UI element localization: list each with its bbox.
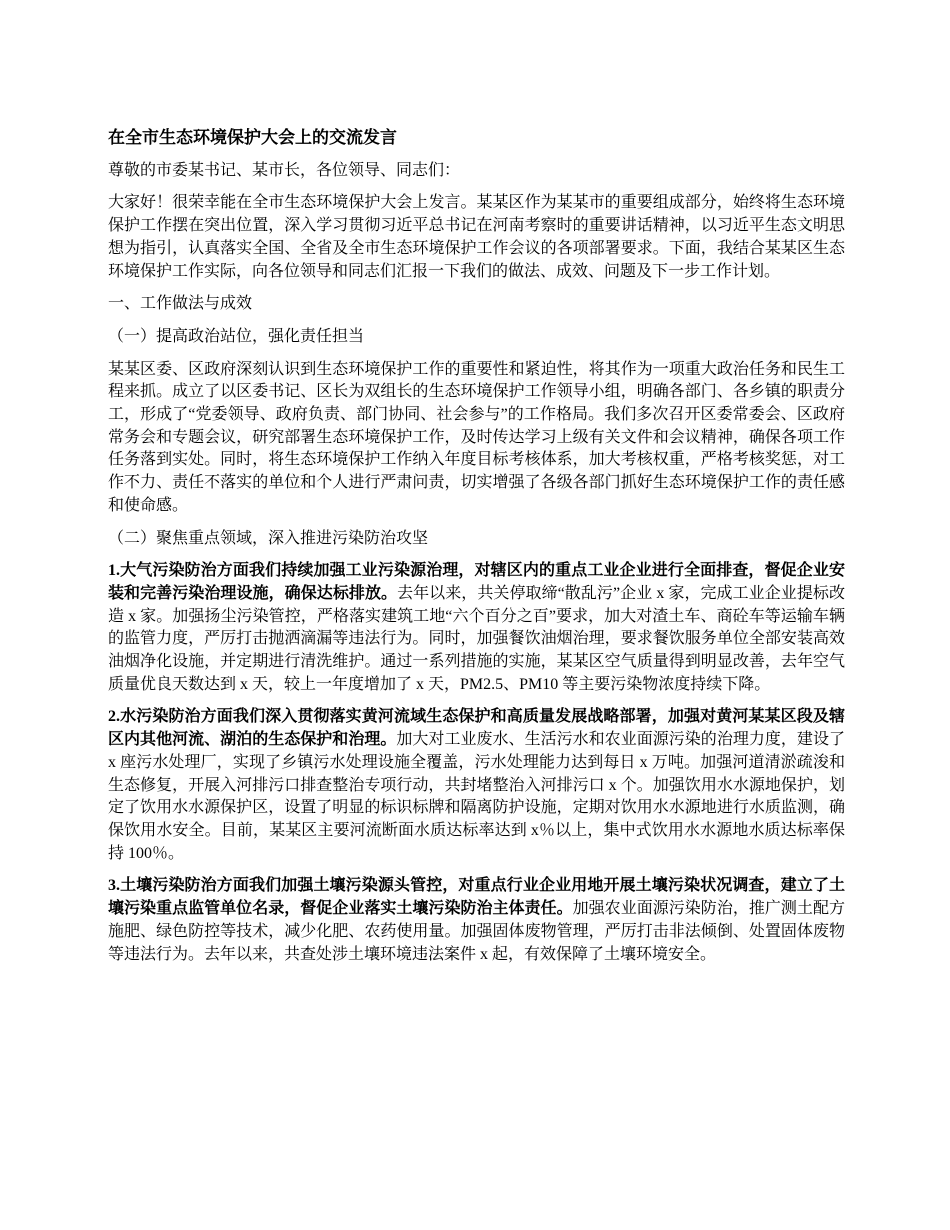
numbered-item-3 xyxy=(108,875,845,966)
numbered-item-2-body: 加大对工业废水、生活污水和农业面源污染的治理力度，建设了 x 座污水处理厂，实现了乡镇污水处理设施全覆盖，污水处理能力达到每日 x 万吨。加强河道清淤疏浚和生态修复，开展入河排污口排查整治专项行动，共封堵整治入河排污口 x 个。加强饮用水水源地保护，划定了饮用水水源保护区，设置了明显的标识标牌和隔离防护设施，定期对饮用水水源地进行水质监测，确保饮用水安全。目前，某某区主要河流断面水质达标率达到 x％以上，集中式饮用水水源地水质达标率保持 100％。 xyxy=(108,731,845,862)
numbered-item-1-body: 去年以来，共关停取缔“散乱污”企业 x 家，完成工业企业提标改造 x 家。加强扬尘污染管控，严格落实建筑工地“六个百分之百”要求，加大对渣土车、商砼车等运输车辆的监管力度，严厉打击抛洒滴漏等违法行为。同时，加强餐饮油烟治理，要求餐饮服务单位全部安装高效油烟净化设施，并定期进行清洗维护。通过一系列措施的实施，某某区空气质量得到明显改善，去年空气质量优良天数达到 x 天，较上一年度增加了 x 天，PM2.5、PM10 等主要污染物浓度持续下降。 xyxy=(108,584,845,693)
numbered-item-3-lead: 3.土壤污染防治方面我们加强土壤污染源头管控，对重点行业企业用地开展土壤污染状况调查，建立了土壤污染重点监管单位名录，督促企业落实土壤污染防治主体责任。 xyxy=(108,877,845,918)
document-title: 在全市生态环境保护大会上的交流发言 xyxy=(108,128,397,147)
numbered-item-2-lead: 2.水污染防治方面我们深入贯彻落实黄河流域生态保护和高质量发展战略部署，加强对黄河某某区段及辖区内其他河流、湖泊的生态保护和治理。 xyxy=(108,708,845,749)
numbered-item-1 xyxy=(108,560,845,696)
salutation-line: 尊敬的市委某书记、某市长，各位领导、同志们： xyxy=(108,161,461,179)
subsection-1-1-body: 某某区委、区政府深刻认识到生态环境保护工作的重要性和紧迫性，将其作为一项重大政治任务和民生工程来抓。成立了以区委书记、区长为双组长的生态环境保护工作领导小组，明确各部门、各乡镇的职责分工，形成了“党委领导、政府负责、部门协同、社会参与”的工作格局。我们多次召开区委常委会、区政府常务会和专题会议，研究部署生态环境保护工作，及时传达学习上级有关文件和会议精神，确保各项工作任务落到实处。同时，将生态环境保护工作纳入年度目标考核体系，加大考核权重，严格考核奖惩，对工作不力、责任不落实的单位和个人进行严肃问责，切实增强了各级各部门抓好生态环境保护工作的责任感和使命感。 xyxy=(108,360,845,514)
subsection-1-1-heading: （一）提高政治站位，强化责任担当 xyxy=(108,327,365,345)
numbered-item-1-lead: 1.大气污染防治方面我们持续加强工业污染源治理，对辖区内的重点工业企业进行全面排查，督促企业安装和完善污染治理设施，确保达标排放。 xyxy=(108,562,845,602)
opening-paragraph: 大家好！很荣幸能在全市生态环境保护大会上发言。某某区作为某某市的重要组成部分，始终将生态环境保护工作摆在突出位置，深入学习贯彻习近平总书记在河南考察时的重要讲话精神，以习近平生态文明思想为指引，认真落实全国、全省及全市生态环境保护工作会议的各项部署要求。下面，我结合某某区生态环境保护工作实际，向各位领导和同志们汇报一下我们的做法、成效、问题及下一步工作计划。 xyxy=(108,194,845,280)
numbered-item-3-body: 加强农业面源污染防治，推广测土配方施肥、绿色防控等技术，减少化肥、农药使用量。加强固体废物管理，严厉打击非法倾倒、处置固体废物等违法行为。去年以来，共查处涉土壤环境违法案件 x 起，有效保障了土壤环境安全。 xyxy=(108,900,845,963)
numbered-item-2 xyxy=(108,706,845,865)
subsection-1-2-heading: （二）聚焦重点领域，深入推进污染防治攻坚 xyxy=(108,529,429,547)
section-1-heading: 一、工作做法与成效 xyxy=(108,295,253,313)
